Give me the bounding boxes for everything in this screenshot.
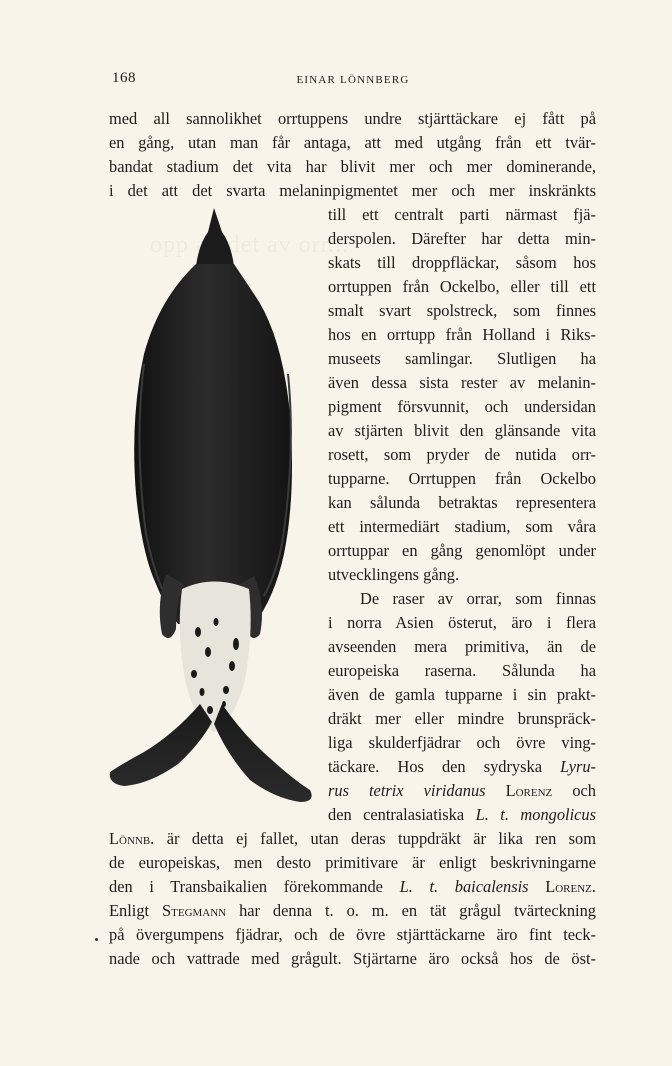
taxon-name: Lyru- (560, 757, 596, 776)
text-line: på övergumpens fjädrar, och de övre stjärttäckarne äro fint teck- (109, 925, 596, 944)
author-name: Lönnb. (109, 829, 155, 848)
taxon-name: L. t. baicalensis (399, 877, 529, 896)
author-name: Lorenz (505, 781, 553, 800)
text-line (109, 827, 596, 851)
author-name: Lorenz. (545, 877, 596, 896)
text-line: utvecklingens gång. (328, 565, 460, 584)
text-line: även de gamla tupparne i sin prakt- (328, 685, 596, 704)
page-number: 168 (112, 70, 136, 86)
text-line: även dessa sista rester av melanin- (328, 373, 596, 392)
bird-head (196, 208, 234, 266)
text-line: en gång, utan man får antaga, att med utgång från ett tvär- (109, 133, 596, 152)
text-line: i norra Asien österut, äro i flera (328, 613, 596, 632)
tail-left (110, 704, 212, 786)
text-line: pigment försvunnit, och undersidan (328, 397, 596, 416)
text-line: nade och vattrade med grågult. Stjärtarne äro också hos de öst- (109, 949, 596, 968)
text-line: liga skulderfjädrar och övre ving- (328, 733, 596, 752)
taxon-name: L. t. mongolicus (475, 805, 596, 824)
text-line: dräkt mer eller mindre brunspräck- (328, 709, 596, 728)
text-line: derspolen. Därefter har detta min- (328, 229, 596, 248)
text-line: smalt svart spolstreck, som finnes (328, 301, 596, 320)
text-line: av stjärten blivit den glänsande vita (328, 421, 596, 440)
text-line (109, 899, 596, 923)
text-line: De raser av orrar, som finnas (360, 589, 596, 608)
text-line: orrtuppar en gång genomlöpt under (328, 541, 596, 560)
text-line: kan sålunda betraktas representera (328, 493, 596, 512)
text-line: museets samlingar. Slutligen ha (328, 349, 596, 368)
text-line: de europeiskas, men desto primitivare är enligt beskrivningarne (109, 853, 596, 872)
text-line (328, 755, 596, 779)
text-line: i det att det svarta melaninpigmentet mer och mer inskränkts (109, 181, 596, 200)
text-line (109, 875, 596, 899)
taxon-name: rus tetrix viridanus (328, 781, 486, 800)
text-line: tupparne. Orrtuppen från Ockelbo (328, 469, 596, 488)
text-segment: har denna t. o. m. en tät grågul tvärteckning (239, 901, 596, 920)
text-line: skats till droppfläckar, såsom hos (328, 253, 596, 272)
text-segment: Enligt (109, 901, 150, 920)
bird-body (134, 264, 292, 624)
text-line: europeiska raserna. Sålunda ha (328, 661, 596, 680)
text-segment: och (572, 781, 596, 800)
author-name: Stegmann (162, 901, 227, 920)
text-line: hos en orrtupp från Holland i Riks- (328, 325, 596, 344)
text-line: rosett, som pryder de nutida orr- (328, 445, 596, 464)
text-line: bandat stadium det vita har blivit mer och mer dominerande, (109, 157, 596, 176)
text-line: med all sannolikhet orrtuppens undre stjärttäckare ej fått på (109, 109, 596, 128)
running-head: EINAR LÖNNBERG (296, 74, 410, 86)
undertail-coverts (180, 582, 251, 733)
text-line (328, 803, 596, 827)
text-line: till ett centralt parti närmast fjä- (328, 205, 596, 224)
grouse-specimen-photo (104, 204, 319, 810)
text-segment: är detta ej fallet, utan deras tuppdräkt är lika ren som (166, 829, 596, 848)
text-segment: den centralasiatiska (328, 805, 465, 824)
text-line: avseenden mera primitiva, än de (328, 637, 596, 656)
text-line (328, 779, 596, 803)
tail-right (214, 704, 312, 802)
text-line: ett intermediärt stadium, som våra (328, 517, 596, 536)
print-speck (95, 938, 98, 941)
text-line: orrtuppen från Ockelbo, eller till ett (328, 277, 596, 296)
text-segment: den i Transbaikalien förekommande (109, 877, 383, 896)
text-segment: täckare. Hos den sydryska (328, 757, 542, 776)
